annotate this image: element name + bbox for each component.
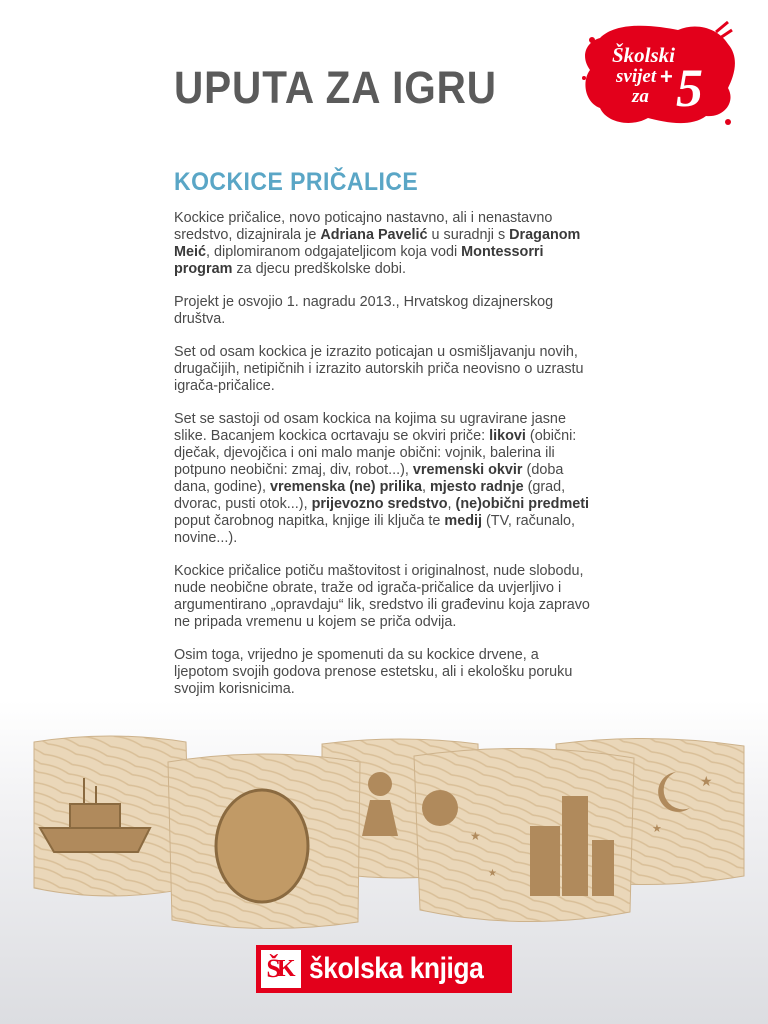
paragraph-6: Osim toga, vrijedno je spomenuti da su kockice drvene, a ljepotom svojih godova prenose estetsku, ali i ekološku poruku svojim korisnicima.: [174, 647, 573, 697]
badge-line-1: Školski: [612, 43, 676, 67]
sun-icon: [422, 790, 458, 826]
logo-mark-k: K: [276, 955, 296, 982]
die-egg: [168, 754, 360, 929]
egg-icon: [216, 790, 308, 902]
badge-line-2: svijet: [616, 66, 657, 87]
p1-text-g: za djecu predškolske dobi.: [232, 261, 406, 277]
p4-text-o: (TV, računalo, novine...).: [174, 513, 576, 546]
publisher-name: školska knjiga: [309, 952, 484, 985]
instructions-text: [174, 210, 594, 714]
p4-text-k: ,: [447, 496, 456, 512]
logo-mark-s: Š: [266, 954, 281, 983]
person-icon: [368, 772, 392, 796]
building-icon: [530, 826, 560, 896]
collaborator-name: Draganom Meić: [174, 227, 581, 260]
p4-bold-n: medij: [444, 513, 482, 529]
star-icon-4: ★: [488, 868, 497, 879]
logo-mark: [261, 950, 301, 988]
p1-text-a: Kockice pričalice, novo poticajno nastavno, ali i nenastavno sredstvo, dizajnirala je: [174, 210, 553, 243]
designer-name: Adriana Pavelić: [320, 227, 428, 243]
skolski-svijet-badge: [578, 18, 740, 130]
paragraph-4: [174, 411, 594, 547]
p4-text-g: ,: [422, 479, 430, 495]
badge-line-3: za: [632, 86, 649, 107]
p4-text-a: Set se sastoji od osam kockica na kojima su ugravirane jasne slike. Bacanjem kockica ocrtavaju se okviri priče:: [174, 411, 566, 444]
paragraph-1: [174, 210, 594, 278]
badge-number: 5: [676, 58, 703, 118]
paragraph-2: Projekt je osvojio 1. nagradu 2013., Hrvatskog dizajnerskog društva.: [174, 294, 554, 327]
p1-text-c: u suradnji s: [427, 227, 510, 243]
p4-text-c: (obični: dječak, djevojčica i oni malo manje obični: vojnik, balerina ili potpuno neobični: zmaj, div, robot...),: [174, 428, 577, 478]
section-title: KOCKICE PRIČALICE: [174, 168, 419, 196]
star-icon-3: ★: [470, 829, 481, 843]
p1-text-e: , diplomiranom odgajateljicom koja vodi: [206, 244, 462, 260]
p4-bold-h: mjesto radnje: [430, 479, 524, 495]
p4-bold-d: vremenski okvir: [412, 462, 523, 478]
paragraph-3: Set od osam kockica je izrazito poticajan u osmišljavanju novih, drugačijih, netipičnih i izrazito autorskih priča neovisno o uzrastu igrača-pričalice.: [174, 344, 584, 394]
skolska-knjiga-logo: [256, 945, 512, 993]
paragraph-5: Kockice pričalice potiču maštovitost i originalnost, nude slobodu, nude neobične obrate, traže od igrača-pričalice da uvjerljivo i argumentirano „opravdaju“ lik, sredstvo ili građevinu koja zapravo ne pripada vremenu u kojem se priča odvija.: [174, 563, 590, 630]
die-ship: [34, 736, 190, 896]
p4-bold-b: likovi: [489, 428, 526, 444]
star-icon-2: ★: [652, 822, 662, 835]
p4-bold-l: (ne)obični predmeti: [455, 496, 590, 512]
badge-plus: +: [660, 64, 673, 89]
p4-text-e: (doba dana, godine),: [174, 462, 564, 495]
star-icon: ★: [700, 774, 713, 790]
p4-text-i: (grad, dvorac, pusti otok...),: [174, 479, 566, 512]
page-title: UPUTA ZA IGRU: [174, 62, 497, 113]
program-name: Montessorri program: [174, 244, 544, 277]
die-city: [414, 748, 634, 921]
p4-text-m: poput čarobnog napitka, knjige ili ključa te: [174, 513, 445, 529]
p4-bold-f: vremenska (ne) prilika: [270, 479, 422, 495]
p4-bold-j: prijevozno sredstvo: [311, 496, 448, 512]
